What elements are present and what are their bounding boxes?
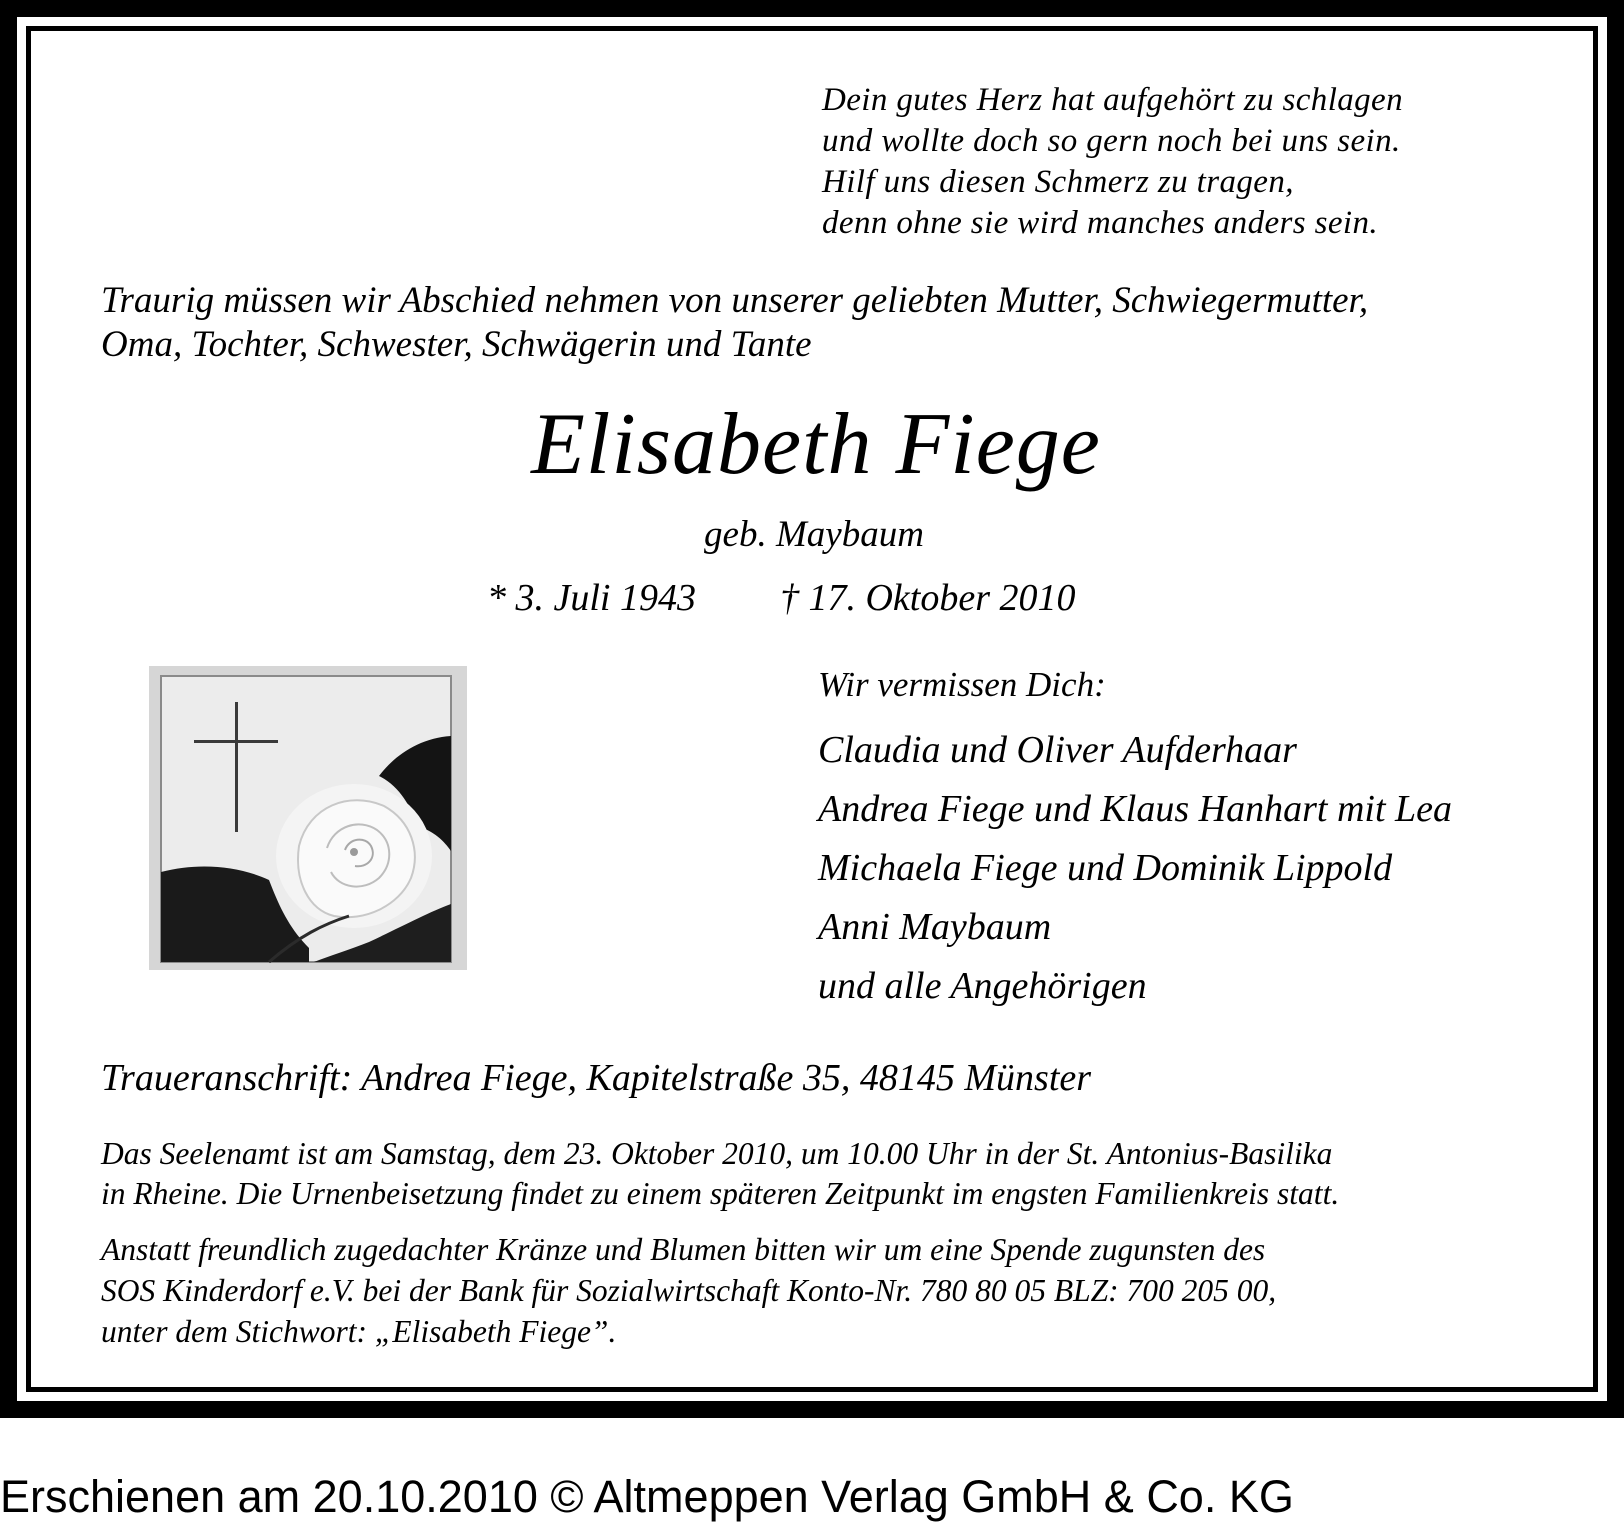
mourner-name: Anni Maybaum	[818, 906, 1052, 948]
mourners-heading: Wir vermissen Dich:	[818, 665, 1106, 704]
deceased-name: Elisabeth Fiege	[531, 396, 1101, 493]
intro-line: Oma, Tochter, Schwester, Schwägerin und Tante	[101, 324, 812, 365]
cross-and-rose-icon	[149, 666, 467, 970]
mourners-list	[818, 663, 1558, 1016]
mourner-name: Michaela Fiege und Dominik Lippold	[818, 847, 1393, 889]
poem-line: Hilf uns diesen Schmerz zu tragen,	[822, 164, 1294, 200]
mourner-name: Andrea Fiege und Klaus Hanhart mit Lea	[818, 788, 1452, 830]
poem-line: und wollte doch so gern noch bei uns sein.	[822, 123, 1401, 159]
cross-and-rose-image	[149, 666, 467, 970]
mourner-name: und alle Angehörigen	[818, 965, 1147, 1007]
donation-line: Anstatt freundlich zugedachter Kränze und Blumen bitten wir um eine Spende zugunsten des	[101, 1232, 1266, 1267]
service-line: Das Seelenamt ist am Samstag, dem 23. Oktober 2010, um 10.00 Uhr in der St. Antonius-Basilika	[101, 1136, 1333, 1171]
farewell-intro	[101, 279, 1541, 367]
birth-date: * 3. Juli 1943	[487, 577, 696, 619]
death-date: † 17. Oktober 2010	[779, 577, 1076, 619]
publication-footer: Erschienen am 20.10.2010 © Altmeppen Verlag GmbH & Co. KG	[0, 1471, 1294, 1522]
deceased-birth-name: geb. Maybaum	[704, 514, 924, 555]
mourning-address: Traueranschrift: Andrea Fiege, Kapitelstraße 35, 48145 Münster	[101, 1057, 1092, 1099]
poem-line: Dein gutes Herz hat aufgehört zu schlagen	[822, 82, 1404, 118]
service-info	[101, 1134, 1521, 1214]
mourner-name: Claudia und Oliver Aufderhaar	[818, 729, 1297, 771]
poem-line: denn ohne sie wird manches anders sein.	[822, 205, 1379, 241]
memorial-poem	[822, 80, 1542, 244]
life-dates	[487, 574, 1076, 622]
donation-line: SOS Kinderdorf e.V. bei der Bank für Sozialwirtschaft Konto-Nr. 780 80 05 BLZ: 700 205 00,	[101, 1273, 1277, 1308]
service-line: in Rheine. Die Urnenbeisetzung findet zu einem späteren Zeitpunkt im engsten Familienkreis statt.	[101, 1176, 1340, 1211]
donation-line: unter dem Stichwort: „Elisabeth Fiege”.	[101, 1314, 617, 1349]
donation-info	[101, 1229, 1521, 1352]
intro-line: Traurig müssen wir Abschied nehmen von unserer geliebten Mutter, Schwiegermutter,	[101, 280, 1369, 321]
